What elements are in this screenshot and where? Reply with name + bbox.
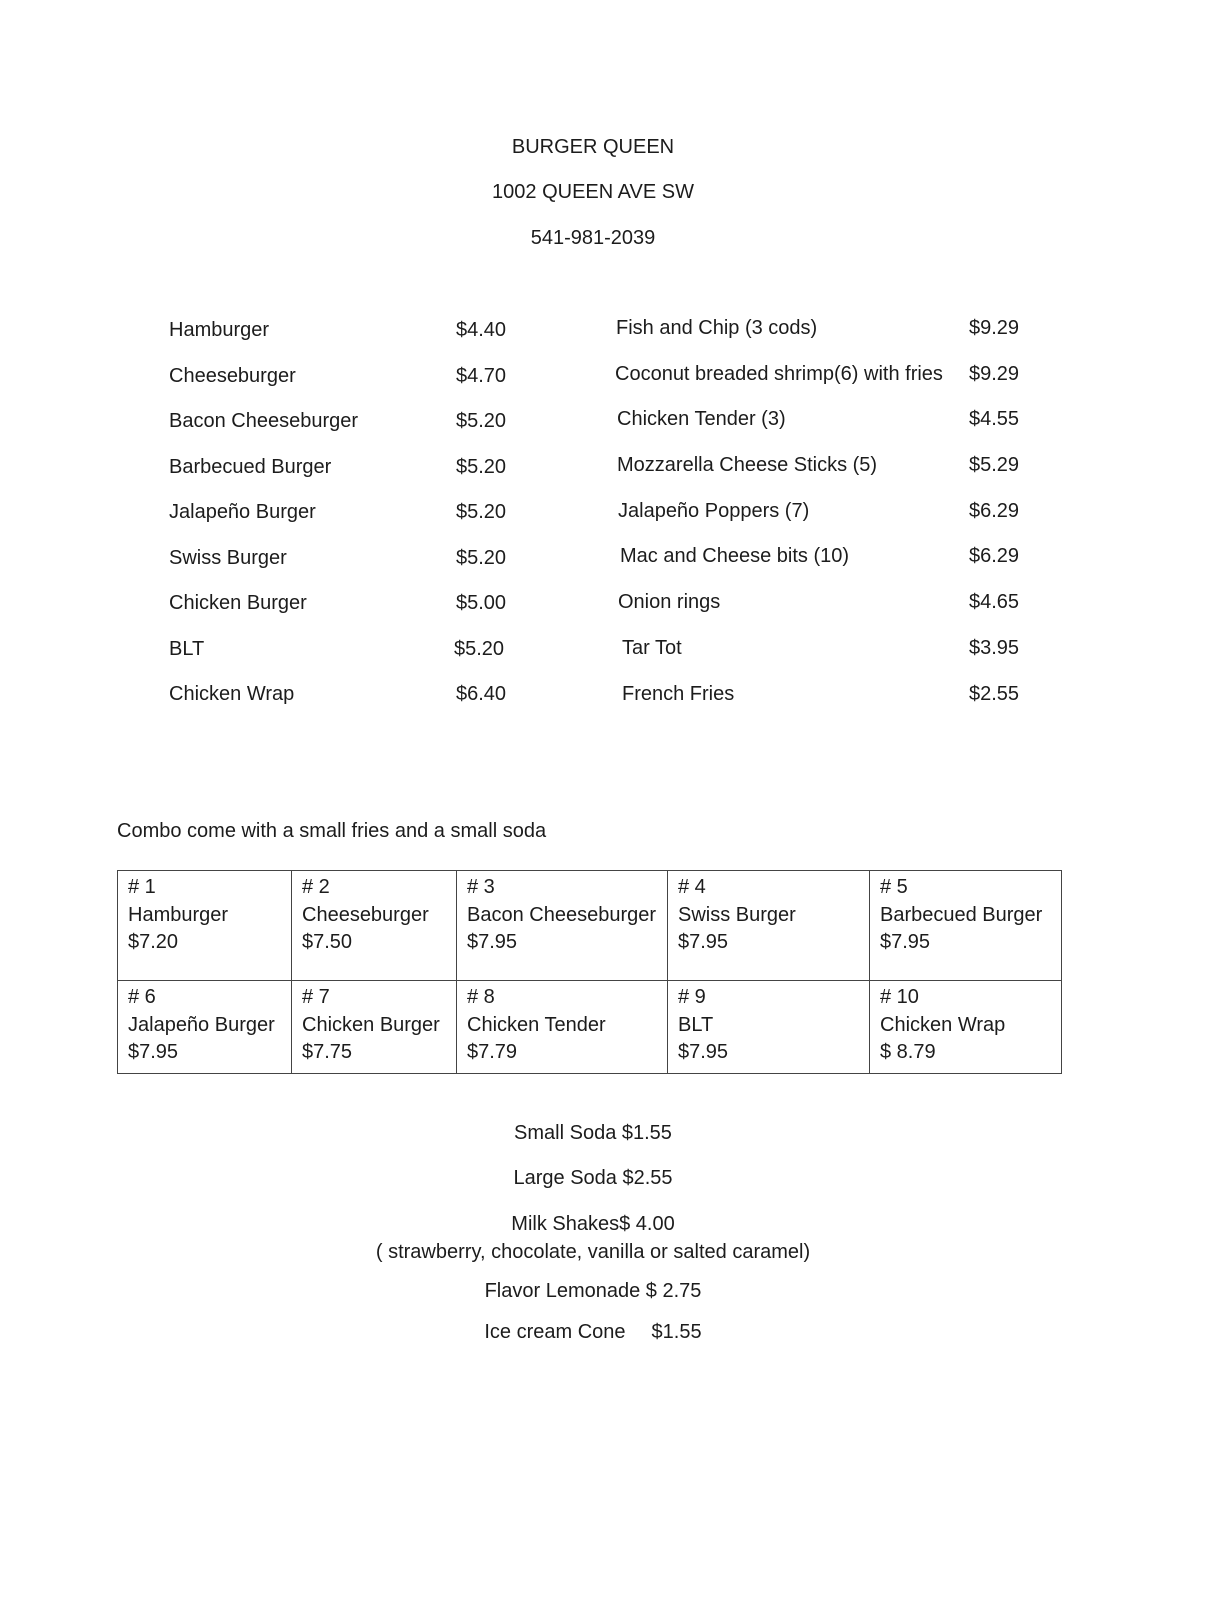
combo-number: # 1: [128, 876, 156, 898]
combo-price: $7.95: [467, 931, 518, 953]
side-item-price: $6.29: [969, 545, 1020, 567]
milk-shakes: Milk Shakes$ 4.00: [511, 1213, 675, 1235]
burger-item-price: $5.20: [456, 410, 507, 432]
side-item-name: Chicken Tender (3): [617, 408, 786, 430]
burger-item-name: BLT: [169, 638, 205, 660]
combo-cell: [457, 981, 668, 1074]
combo-note: Combo come with a small fries and a small soda: [117, 820, 547, 842]
side-item-name: Tar Tot: [622, 637, 682, 659]
burger-item-price: $6.40: [456, 683, 507, 705]
burger-item-name: Chicken Wrap: [169, 683, 295, 705]
small-soda: Small Soda $1.55: [514, 1122, 672, 1144]
combo-price: $ 8.79: [880, 1041, 936, 1063]
combo-number: # 4: [678, 876, 706, 898]
combo-name: Chicken Burger: [302, 1013, 440, 1036]
restaurant-phone: 541-981-2039: [530, 227, 656, 249]
side-item-name: Jalapeño Poppers (7): [618, 500, 810, 522]
combo-cell: [668, 871, 870, 981]
side-item-price: $4.55: [969, 408, 1020, 430]
ice-cream-label: Ice cream Cone: [484, 1321, 626, 1343]
combo-cell: [118, 981, 292, 1074]
burger-item-price: $5.20: [456, 501, 507, 523]
burger-item-name: Bacon Cheeseburger: [169, 410, 359, 432]
combo-cell: [457, 871, 668, 981]
combo-name: Bacon Cheeseburger: [467, 903, 657, 926]
burger-item-price: $5.20: [456, 547, 507, 569]
combo-cell: [118, 871, 292, 981]
combo-number: # 2: [302, 876, 330, 898]
burger-item-name: Jalapeño Burger: [169, 501, 316, 523]
side-item-price: $3.95: [969, 637, 1020, 659]
ice-cream-price: $1.55: [651, 1321, 702, 1343]
combo-name: Jalapeño Burger: [128, 1013, 275, 1036]
combo-price: $7.75: [302, 1041, 353, 1063]
side-item-name: Mozzarella Cheese Sticks (5): [617, 454, 878, 476]
side-item-price: $6.29: [969, 500, 1020, 522]
table-row: [118, 981, 1062, 1074]
side-item-name: Fish and Chip (3 cods): [616, 317, 818, 339]
combo-price: $7.95: [880, 931, 931, 953]
restaurant-name: BURGER QUEEN: [511, 136, 675, 158]
combo-name: BLT: [678, 1013, 714, 1036]
burger-item-name: Barbecued Burger: [169, 456, 332, 478]
side-item-price: $2.55: [969, 683, 1020, 705]
burger-item-price: $5.00: [456, 592, 507, 614]
combo-cell: [668, 981, 870, 1074]
side-item-name: Coconut breaded shrimp(6) with fries: [615, 363, 943, 385]
combo-cell: [870, 871, 1062, 981]
combo-number: # 5: [880, 876, 908, 898]
milk-shakes-flavors: ( strawberry, chocolate, vanilla or salted caramel): [375, 1241, 811, 1263]
large-soda: Large Soda $2.55: [513, 1167, 673, 1189]
combo-name: Hamburger: [128, 903, 229, 926]
combo-number: # 9: [678, 986, 706, 1008]
burger-item-name: Cheeseburger: [169, 365, 296, 387]
burger-item-name: Chicken Burger: [169, 592, 307, 614]
combo-name: Chicken Tender: [467, 1013, 606, 1036]
combo-number: # 8: [467, 986, 495, 1008]
ice-cream-cone: [0, 1320, 1186, 1344]
side-item-price: $5.29: [969, 454, 1020, 476]
burger-item-name: Hamburger: [169, 319, 270, 341]
combo-price: $7.20: [128, 931, 179, 953]
combo-price: $7.95: [678, 931, 729, 953]
side-item-price: $9.29: [969, 363, 1020, 385]
burger-item-name: Swiss Burger: [169, 547, 287, 569]
combo-price: $7.95: [678, 1041, 729, 1063]
combo-table: [117, 870, 1062, 1074]
side-item-price: $9.29: [969, 317, 1020, 339]
combo-name: Cheeseburger: [302, 903, 429, 926]
combo-price: $7.50: [302, 931, 353, 953]
combo-price: $7.95: [128, 1041, 179, 1063]
burger-item-price: $5.20: [456, 456, 507, 478]
burger-item-price: $5.20: [454, 638, 505, 660]
combo-price: $7.79: [467, 1041, 518, 1063]
table-row: [118, 871, 1062, 981]
combo-name: Barbecued Burger: [880, 903, 1043, 926]
combo-cell: [870, 981, 1062, 1074]
side-item-name: French Fries: [622, 683, 735, 705]
combo-name: Swiss Burger: [678, 903, 796, 926]
combo-cell: [292, 981, 457, 1074]
combo-number: # 10: [880, 986, 919, 1008]
restaurant-address: 1002 QUEEN AVE SW: [492, 181, 694, 203]
combo-name: Chicken Wrap: [880, 1013, 1006, 1036]
burger-item-price: $4.40: [456, 319, 507, 341]
burger-item-price: $4.70: [456, 365, 507, 387]
combo-number: # 7: [302, 986, 330, 1008]
combo-number: # 6: [128, 986, 156, 1008]
side-item-name: Onion rings: [618, 591, 721, 613]
combo-number: # 3: [467, 876, 495, 898]
side-item-price: $4.65: [969, 591, 1020, 613]
flavor-lemonade: Flavor Lemonade $ 2.75: [484, 1280, 702, 1302]
combo-cell: [292, 871, 457, 981]
side-item-name: Mac and Cheese bits (10): [620, 545, 850, 567]
